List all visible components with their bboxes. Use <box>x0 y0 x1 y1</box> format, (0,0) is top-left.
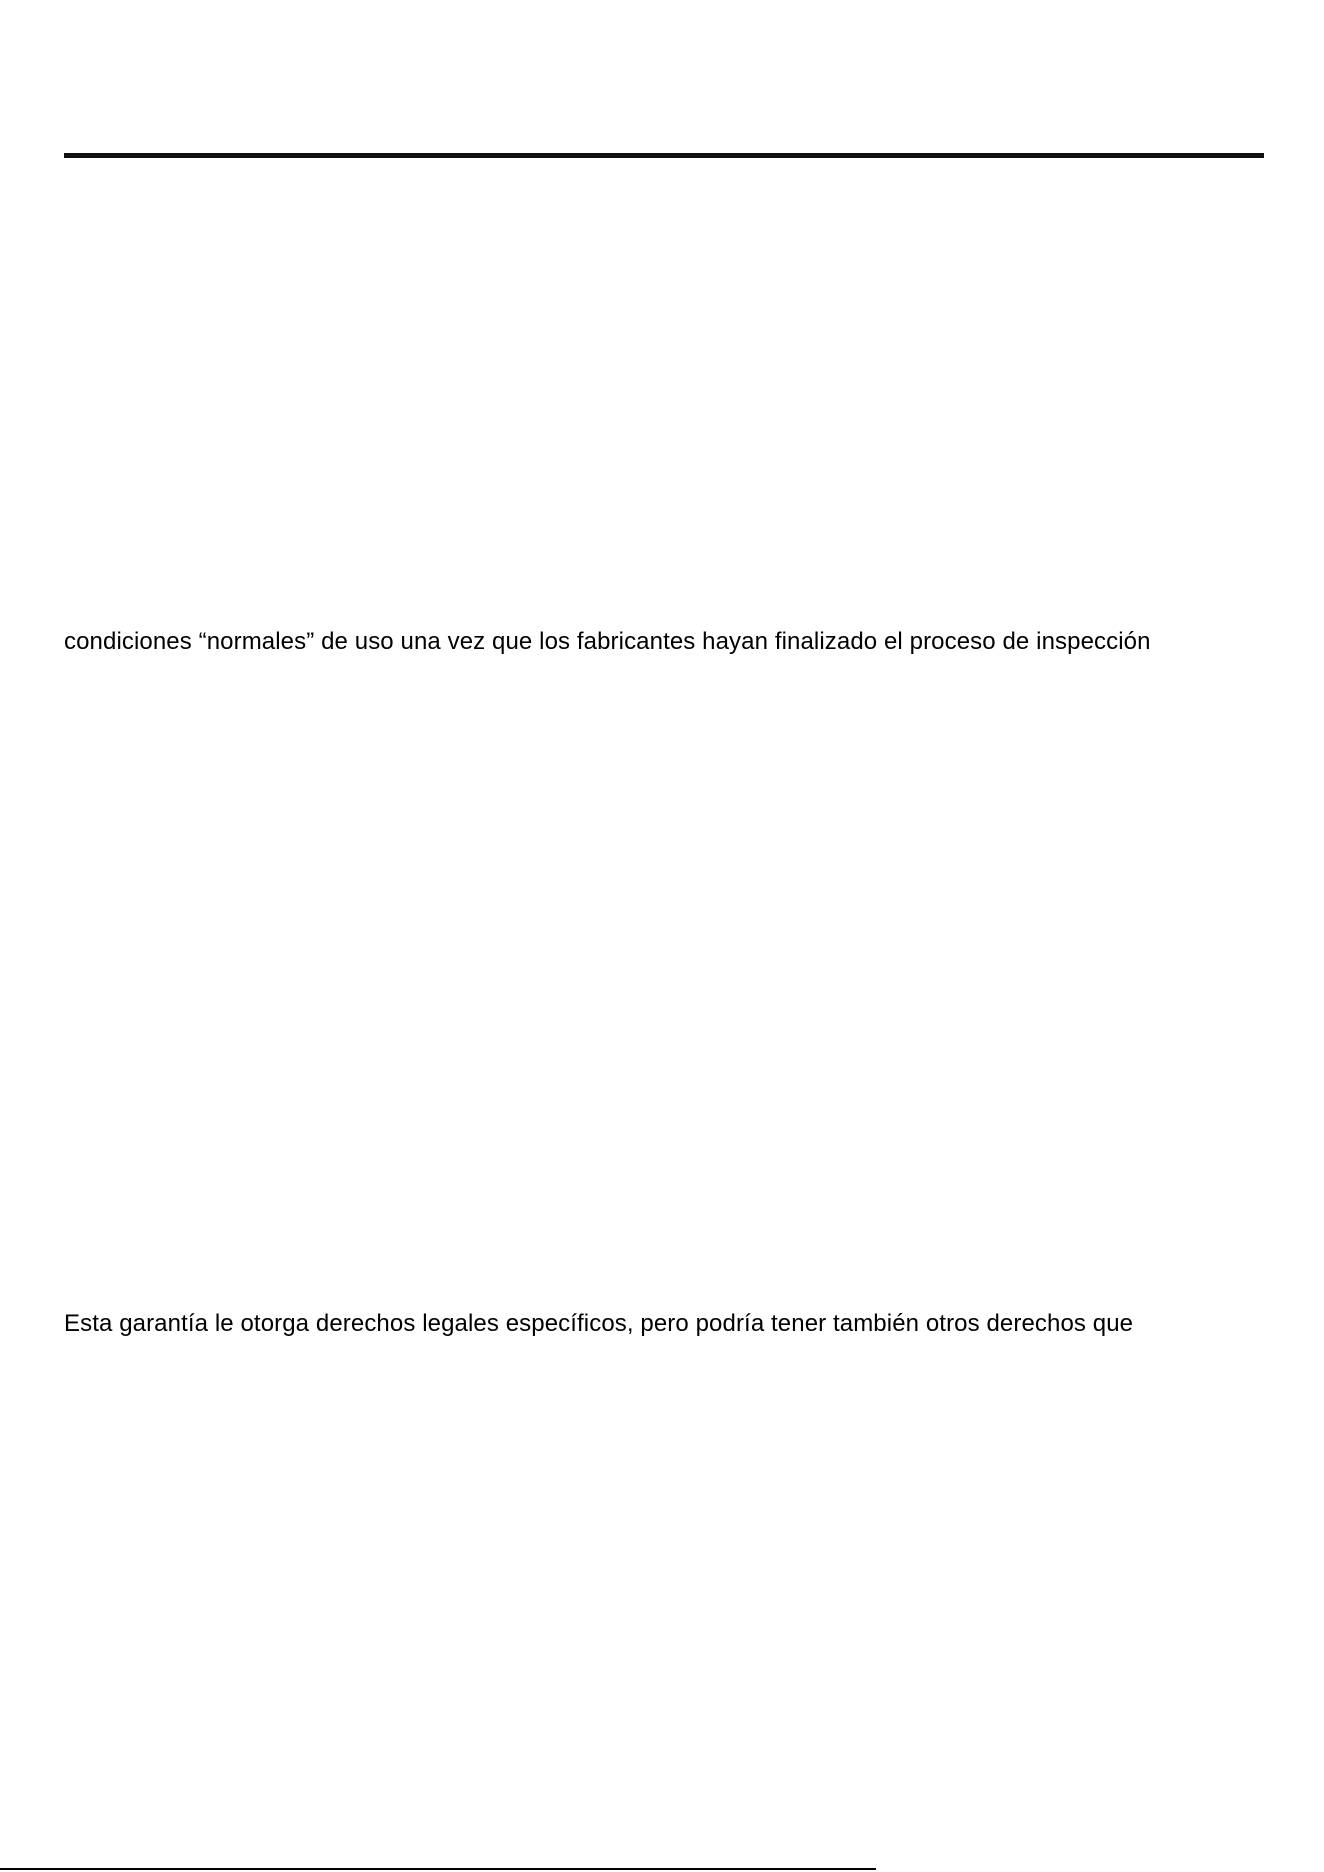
top-divider <box>64 153 1264 158</box>
bottom-divider <box>0 1868 876 1870</box>
paragraph-line: condiciones “normales” de uso una vez que los fabricantes hayan finalizado el proceso de inspección <box>64 628 1151 655</box>
paragraph-line: Esta garantía le otorga derechos legales específicos, pero podría tener también otros derechos que <box>64 1310 1134 1337</box>
